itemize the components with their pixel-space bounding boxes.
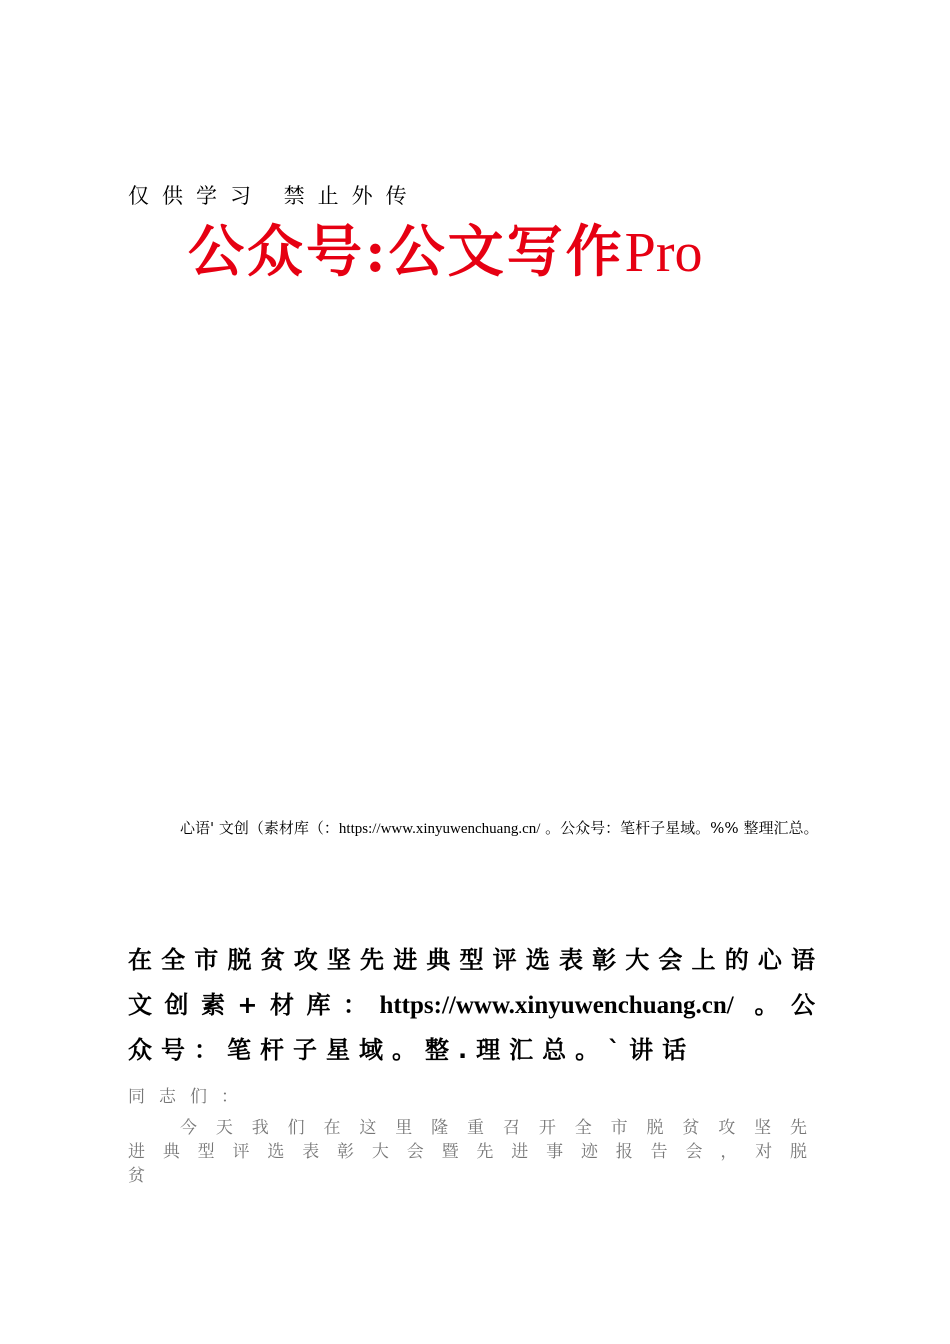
source-note-prefix: 心语' 文创（素材库（： xyxy=(180,819,339,837)
article-title-link[interactable]: https://www.xinyuwenchuang.cn/ xyxy=(379,992,734,1019)
brand-english-text: Pro xyxy=(624,222,703,284)
brand-watermark xyxy=(188,219,703,285)
article-title-part2: 。公众号：笔杆子星域。整.理汇总。`讲话 xyxy=(128,991,825,1064)
salutation: 同志们： xyxy=(128,1087,252,1107)
source-note-link[interactable]: https://www.xinyuwenchuang.cn/ xyxy=(338,821,541,837)
notice-text: 仅供学习 禁止外传 xyxy=(128,184,420,208)
brand-chinese-text: 公众号:公文写作 xyxy=(188,219,625,285)
source-note xyxy=(128,816,824,841)
body-paragraph: 今天我们在这里隆重召开全市脱贫攻坚先进典型评选表彰大会暨先进事迹报告会，对脱贫 xyxy=(128,1118,824,1186)
article-title-part1: 在全市脱贫攻坚先进典型评选表彰大会上的心语文创素+材库： xyxy=(128,946,824,1019)
source-note-suffix: 。公众号：笔杆子星域。%% 整理汇总。 xyxy=(540,819,819,837)
article-title xyxy=(128,938,824,1073)
